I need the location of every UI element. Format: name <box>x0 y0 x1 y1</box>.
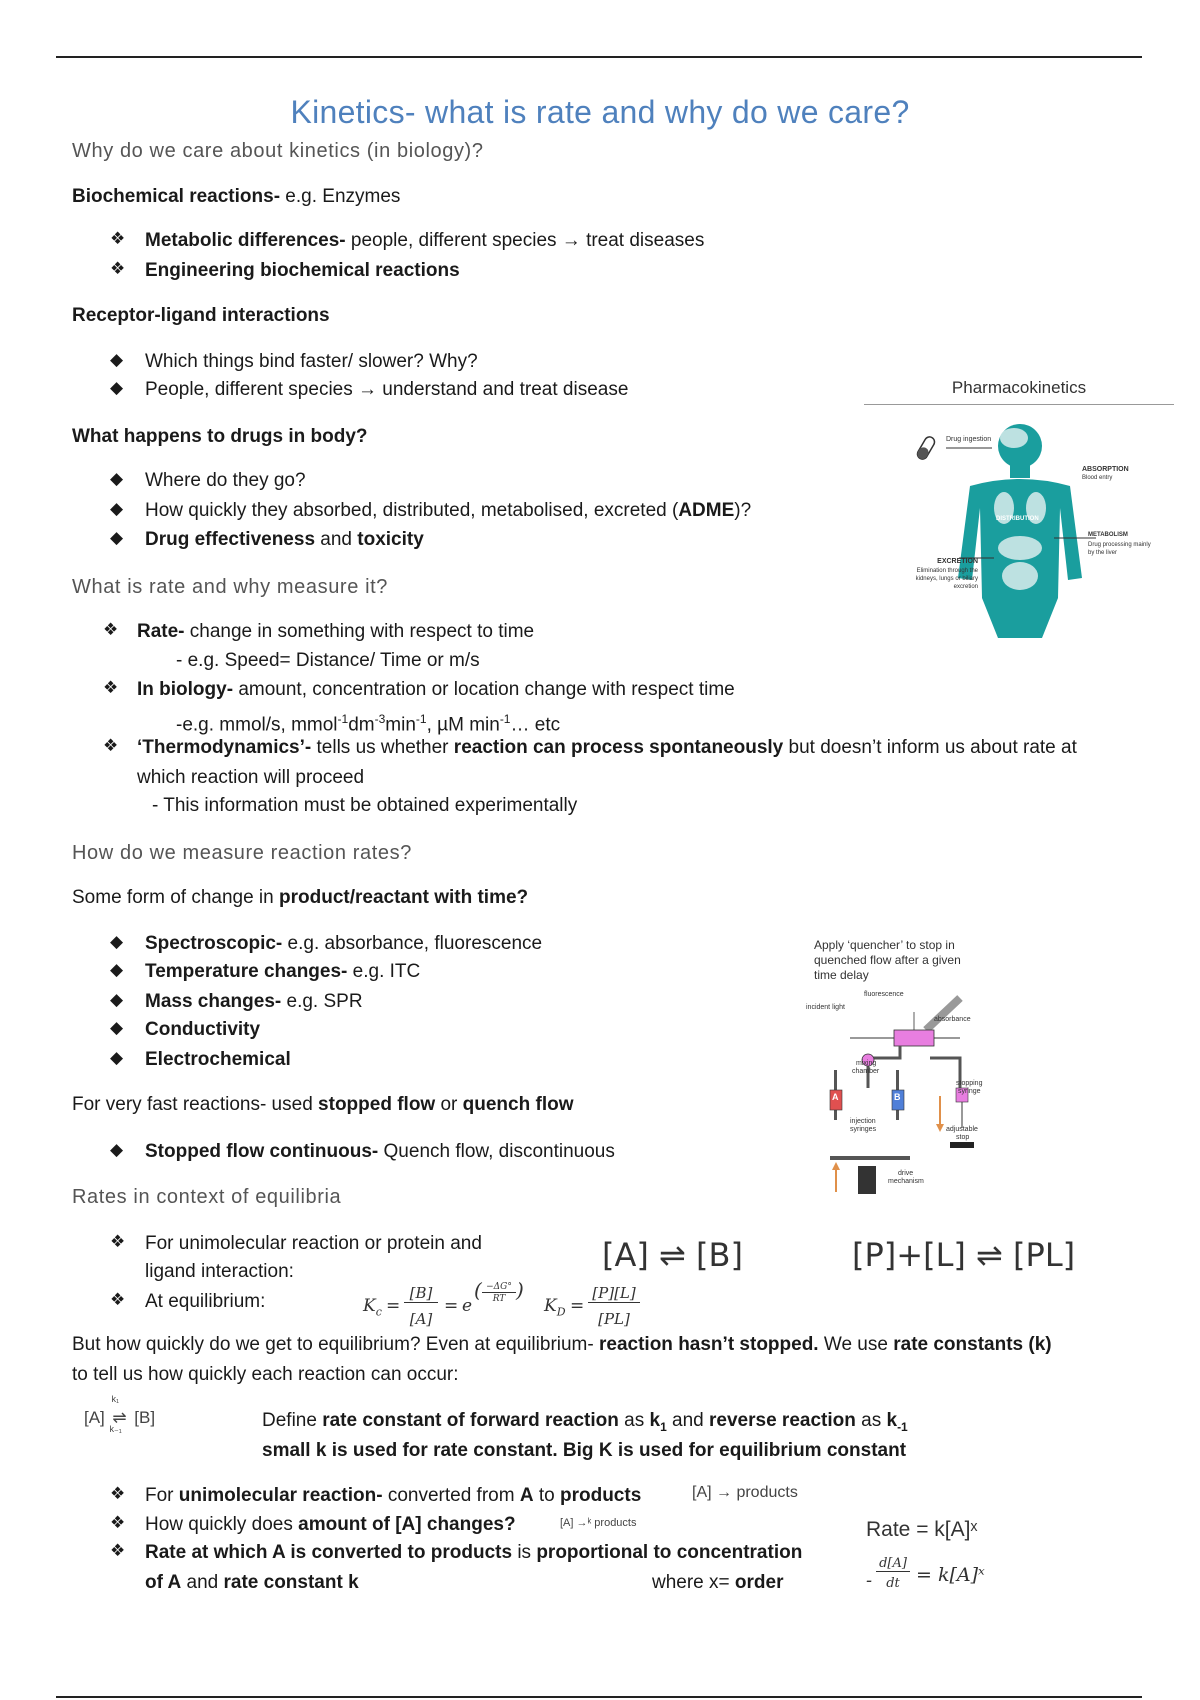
list-item: At equilibrium: <box>145 1291 266 1312</box>
bottom-rule <box>56 1696 1142 1698</box>
sub-line: - This information must be obtained experimentally <box>152 795 578 816</box>
differential-numerator: d[A] <box>876 1556 910 1572</box>
figure-underline <box>864 404 1174 405</box>
list-item: Temperature changes- e.g. ITC <box>145 961 421 982</box>
paragraph-line: to tell us how quickly each reaction can occur: <box>72 1364 459 1385</box>
paren-open: ( <box>474 1278 482 1302</box>
drive-mechanism-label: drive <box>898 1170 914 1177</box>
page-title: Kinetics- what is rate and why do we care? <box>290 94 910 130</box>
fluorescence-label: fluorescence <box>864 991 904 998</box>
list-item: Electrochemical <box>145 1049 291 1070</box>
adjustable-stop-label: stop <box>956 1134 970 1141</box>
flow-caption: Apply ‘quencher’ to stop in <box>814 938 955 952</box>
list-item: How quickly does amount of [A] changes? <box>145 1514 516 1535</box>
list-item: Which things bind faster/ slower? Why? <box>145 351 478 372</box>
equals-sign: = <box>386 1296 401 1316</box>
kc-numerator: [B] <box>404 1284 438 1303</box>
unimolecular-equation: [A] → products <box>692 1484 798 1501</box>
list-item-continued: ligand interaction: <box>145 1261 294 1282</box>
list-item: Stopped flow continuous- Quench flow, discontinuous <box>145 1141 615 1162</box>
mixing-chamber-label: chamber <box>852 1068 880 1075</box>
kc-exp-numerator: −ΔG° <box>482 1282 516 1293</box>
list-item: Spectroscopic- e.g. absorbance, fluorescence <box>145 933 543 954</box>
excretion-sub-label: kidneys, lungs or biliary <box>915 576 978 582</box>
list-item: Rate- change in something with respect to time <box>137 621 535 642</box>
heading-equilibria: Rates in context of equilibria <box>72 1186 342 1208</box>
list-item: How quickly they absorbed, distributed, metabolised, excreted (ADME)? <box>145 500 752 521</box>
figure-title: Pharmacokinetics <box>951 378 1087 397</box>
flow-caption: quenched flow after a given <box>814 953 961 967</box>
list-item: For unimolecular reaction or protein and <box>145 1233 482 1254</box>
define-line: small k is used for rate constant. Big K is used for equilibrium constant <box>262 1440 907 1461</box>
injection-syringes-label: injection <box>850 1118 876 1125</box>
kc-equation: $K_c$ <box>363 1296 382 1319</box>
drive-mechanism-label: mechanism <box>888 1178 924 1185</box>
small-reversible-equation: [A] k₁ ⇌ k₋₁ [B] <box>84 1394 156 1434</box>
rate-constant-equation: [A] →ᵏ products <box>560 1517 637 1529</box>
heading-why-care: Why do we care about kinetics (in biology)? <box>72 140 484 162</box>
equation-p-l: [P]+[L] ⇌ [PL] <box>852 1236 1076 1274</box>
list-item: ‘Thermodynamics’- tells us whether reaction can process spontaneously but doesn’t inform us about rate at <box>137 737 1077 758</box>
list-item: For unimolecular reaction- converted from A to products <box>145 1485 642 1506</box>
top-rule <box>56 56 1142 58</box>
kd-numerator: [P][L] <box>588 1284 640 1303</box>
fast-reactions-line: For very fast reactions- used stopped flow or quench flow <box>72 1094 574 1115</box>
syringe-a-label: A <box>832 1092 839 1102</box>
list-item: Conductivity <box>145 1019 261 1040</box>
biochem-line: Biochemical reactions- e.g. Enzymes <box>72 186 401 207</box>
stopped-flow-apparatus-icon <box>800 978 1020 1198</box>
define-line: Define rate constant of forward reaction as $k_1$ and reverse reaction as $k_{-1}$ <box>262 1410 908 1434</box>
excretion-sub-label: Elimination through the <box>916 568 978 574</box>
heading-what-rate: What is rate and why measure it? <box>72 576 388 598</box>
metabolism-label: METABOLISM <box>1088 532 1128 538</box>
absorption-sub-label: Blood entry <box>1082 475 1113 481</box>
list-item: Rate at which A is converted to products is proportional to concentration <box>145 1542 803 1563</box>
list-item: In biology- amount, concentration or location change with respect time <box>137 679 735 700</box>
minus-sign: - <box>866 1570 873 1591</box>
list-item-continued: which reaction will proceed <box>137 767 365 788</box>
differential-denominator: dt <box>886 1576 900 1591</box>
list-item: Where do they go? <box>145 470 306 491</box>
order-line: where x= order <box>652 1572 784 1593</box>
list-item: Drug effectiveness and toxicity <box>145 529 424 550</box>
kd-equation: $K_D$ <box>544 1296 566 1319</box>
heading-measure: How do we measure reaction rates? <box>72 842 412 864</box>
kc-exp-denominator: RT <box>492 1294 506 1304</box>
stopped-flow-figure <box>800 936 1020 1198</box>
distribution-label: DISTRIBUTION <box>996 516 1039 522</box>
list-item: Mass changes- e.g. SPR <box>145 991 363 1012</box>
sub-line: - e.g. Speed= Distance/ Time or m/s <box>176 650 480 671</box>
kd-denominator: [PL] <box>598 1310 630 1328</box>
list-item: People, different species → understand and treat disease <box>145 379 629 400</box>
metabolism-sub-label: Drug processing mainly <box>1088 542 1151 548</box>
absorbance-label: absorbance <box>934 1016 971 1023</box>
mixing-chamber-label: mixing <box>856 1060 877 1067</box>
flow-caption: time delay <box>814 968 869 982</box>
units-line: -e.g. mmol/s, $mmol^{-1}dm^{-3}\min^{-1}$, µM $\min^{-1}\dots$ etc <box>176 712 561 736</box>
measure-intro: Some form of change in product/reactant with time? <box>72 887 529 908</box>
receptor-heading: Receptor-ligand interactions <box>72 305 330 326</box>
kc-exponential: e <box>462 1296 473 1316</box>
differential-rhs: = k[A]ˣ <box>916 1564 985 1586</box>
stopping-syringe-label: stopping <box>956 1080 983 1087</box>
list-item: Metabolic differences- people, different species → treat diseases <box>145 230 705 251</box>
excretion-sub-label: excretion <box>953 584 978 590</box>
human-body-icon <box>864 408 1174 638</box>
paragraph-line: But how quickly do we get to equilibrium? Even at equilibrium- reaction hasn’t stopped. We use rate constants (k) <box>72 1334 1052 1355</box>
drug-ingestion-label: Drug ingestion <box>946 436 992 443</box>
absorption-label: ABSORPTION <box>1082 466 1129 473</box>
metabolism-sub-label: by the liver <box>1088 550 1118 556</box>
equation-a-b: [A] ⇌ [B] <box>602 1236 743 1274</box>
paren-close: ) <box>516 1278 524 1302</box>
equals-sign: = <box>570 1296 585 1316</box>
pharmacokinetics-figure <box>864 378 1174 638</box>
drugs-heading: What happens to drugs in body? <box>72 426 368 447</box>
list-item: Engineering biochemical reactions <box>145 260 460 281</box>
list-item-continued: of A and rate constant k <box>145 1572 359 1593</box>
adjustable-stop-label: adjustable <box>946 1126 978 1133</box>
incident-light-label: incident light <box>806 1004 845 1011</box>
excretion-label: EXCRETION <box>937 558 978 565</box>
syringe-b-label: B <box>894 1092 901 1102</box>
kc-denominator: [A] <box>409 1310 433 1328</box>
equals-sign: = <box>444 1296 459 1316</box>
rate-law-equation: Rate = k[A]ˣ <box>866 1518 978 1541</box>
stopping-syringe-label: syringe <box>958 1088 981 1095</box>
injection-syringes-label: syringes <box>850 1126 877 1133</box>
